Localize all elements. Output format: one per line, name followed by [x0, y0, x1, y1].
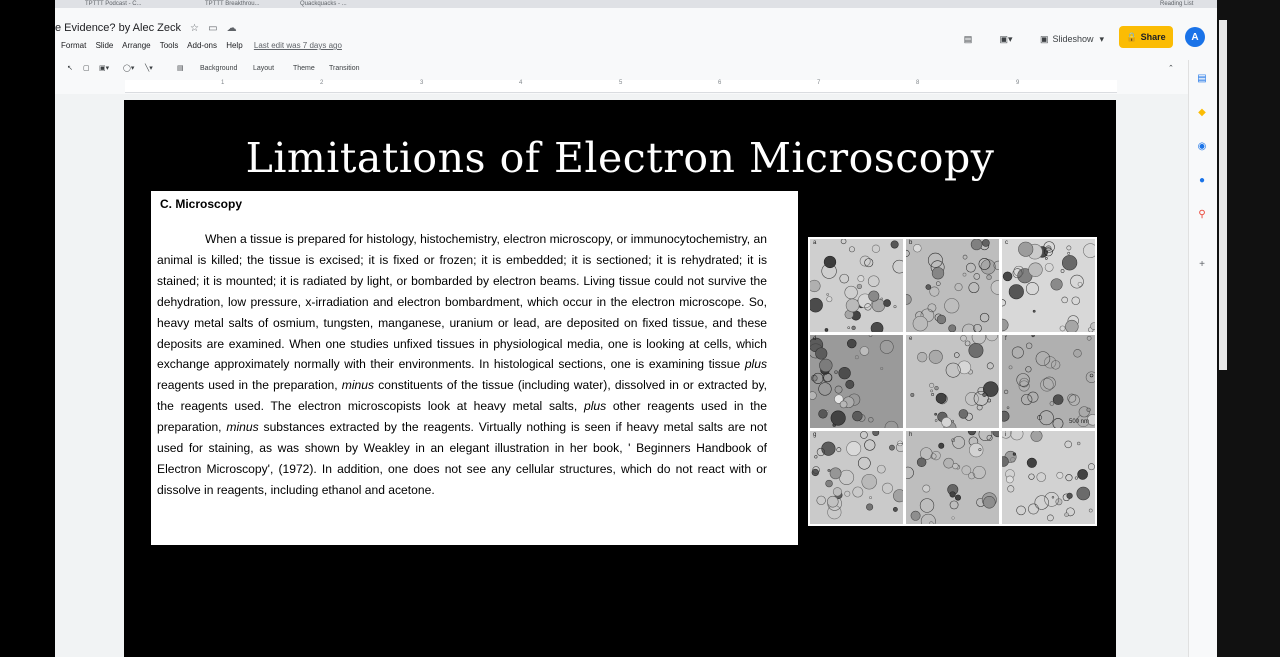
section-heading: C. Microscopy — [160, 197, 243, 211]
micrograph-image — [810, 335, 903, 428]
ruler-mark: 6 — [718, 80, 722, 86]
image-tool-icon[interactable]: ▣▾ — [99, 65, 110, 72]
ruler-mark: 1 — [221, 80, 225, 86]
line-tool-icon[interactable]: ╲▾ — [145, 65, 153, 72]
lock-icon: 🔒 — [1126, 31, 1138, 42]
browser-tab[interactable]: Quackquacks - ... — [300, 1, 347, 7]
keep-icon[interactable]: ◆ — [1198, 107, 1206, 118]
browser-tab[interactable]: TPTTT Breakthrou... — [205, 1, 260, 7]
avatar[interactable]: A — [1185, 27, 1205, 47]
browser-tab[interactable]: TPTTT Podcast - C... — [85, 1, 142, 7]
ruler-mark: 5 — [619, 80, 623, 86]
body-text — [157, 229, 767, 501]
micrograph-image — [1002, 239, 1095, 332]
maps-icon[interactable]: ⚲ — [1198, 209, 1206, 220]
micrograph-panel — [1002, 239, 1095, 332]
panel-label: i — [1005, 432, 1007, 438]
chevron-down-icon: ▾ — [1099, 33, 1105, 44]
body-paragraph: When a tissue is prepared for histology, histochemistry, electron microscopy, or immunocytochemistry, an animal is killed; the tissue is excised; it is fixed or frozen; it is embedded; it is sectioned; it is rehydrated; it is stained; it is mounted; it is radiated by light, or bombarded by electron beams. Living tissue could not survive the dehydration, low pressure, x-irradiation and electron bombardment, which occur in the electron microscope. So, heavy metal salts of osmium, tungsten, manganese, uranium or lead, are deposited on fixed tissue, and these deposits are examined. When one studies unfixed tissues in physiological media, one is looking at cells, which exchange approximately normally with their environments. In histological sections, one is examining tissue plus reagents used in the preparation, minus constituents of the tissue (including water), dissolved in or extracted by, the reagents used. The electron microscopists look at heavy metal salts, plus other reagents used in the preparation, minus substances extracted by the reagents. Virtually nothing is seen if heavy metal salts are not used for staining, as was shown by Weakley in an elegant illustration in her book, ' Beginners Handbook of Electron Microscopy', (1972). In addition, one does not see any cellular structures, which do not react with or dissolve in reagents, including ethanol and acetone. — [157, 232, 767, 497]
toolbar — [55, 62, 1217, 76]
last-edit-link[interactable]: Last edit was 7 days ago — [253, 41, 342, 50]
contacts-icon[interactable]: ● — [1198, 175, 1206, 186]
menu-arrange[interactable]: Arrange — [122, 41, 151, 50]
select-tool-icon[interactable]: ↖ — [67, 65, 73, 72]
micrograph-image — [906, 431, 999, 524]
scrollbar[interactable] — [1219, 20, 1227, 370]
transition-button[interactable]: Transition — [329, 65, 360, 72]
theme-button[interactable]: Theme — [293, 65, 315, 72]
menu-addons[interactable]: Add-ons — [187, 41, 217, 50]
micrograph-image — [810, 431, 903, 524]
micrograph-panel — [810, 239, 903, 332]
doc-title[interactable]: e Evidence? by Alec Zeck — [55, 22, 181, 34]
doc-title-row — [55, 22, 237, 34]
menu-slide[interactable]: Slide — [95, 41, 114, 50]
reading-list[interactable]: Reading List — [1160, 1, 1194, 7]
panel-label: b — [909, 240, 913, 246]
micrograph-panel — [1002, 335, 1095, 428]
micrograph-image — [1002, 335, 1095, 428]
micrograph-grid[interactable] — [808, 237, 1097, 526]
micrograph-panel — [1002, 431, 1095, 524]
browser-tab-strip — [55, 0, 1217, 8]
present-options-icon[interactable]: ▣▾ — [999, 33, 1013, 44]
micrograph-image — [1002, 431, 1095, 524]
layout-button[interactable]: Layout — [253, 65, 275, 72]
micrograph-image — [906, 239, 999, 332]
slideshow-button[interactable] — [1033, 28, 1111, 50]
menu-format[interactable]: Format — [61, 41, 87, 50]
menu-help[interactable]: Help — [226, 41, 243, 50]
slide-title[interactable]: Limitations of Electron Microscopy — [245, 134, 995, 182]
tasks-icon[interactable]: ◉ — [1197, 141, 1207, 152]
comment-icon[interactable]: ▤ — [963, 33, 973, 44]
panel-label: a — [813, 240, 817, 246]
textbox-tool-icon[interactable]: ▢ — [83, 65, 90, 72]
add-addon-icon[interactable]: + — [1199, 259, 1205, 270]
menu-tools[interactable]: Tools — [159, 41, 179, 50]
ruler-mark: 9 — [1016, 80, 1020, 86]
slideshow-icon: ▣ — [1039, 33, 1049, 44]
micrograph-image — [906, 335, 999, 428]
text-box[interactable] — [151, 191, 798, 545]
shape-tool-icon[interactable]: ◯▾ — [123, 65, 135, 72]
move-folder-icon[interactable]: ▭ — [208, 23, 218, 34]
micrograph-panel — [810, 431, 903, 524]
ruler-mark: 4 — [519, 80, 523, 86]
micrograph-panel — [906, 335, 999, 428]
panel-label: f — [1005, 336, 1007, 342]
share-label: Share — [1140, 32, 1166, 42]
scale-bar-label: 500 nm — [1068, 419, 1089, 425]
slides-panel-icon[interactable]: ▤ — [1197, 73, 1207, 84]
star-icon[interactable]: ☆ — [190, 23, 199, 34]
collapse-toolbar-icon[interactable]: ⌃ — [1168, 65, 1174, 72]
micrograph-panel — [906, 239, 999, 332]
panel-label: d — [813, 336, 817, 342]
share-button[interactable] — [1119, 26, 1173, 48]
background-button[interactable]: Background — [200, 65, 238, 72]
ruler-mark: 7 — [817, 80, 821, 86]
panel-label: c — [1005, 240, 1008, 246]
slide[interactable] — [124, 100, 1116, 657]
right-screen-edge — [1217, 0, 1280, 657]
panel-label: g — [813, 432, 817, 438]
side-panel — [1188, 60, 1217, 657]
micrograph-panel — [906, 431, 999, 524]
ruler-mark: 8 — [916, 80, 920, 86]
panel-label: e — [909, 336, 913, 342]
slideshow-label: Slideshow — [1052, 34, 1094, 44]
ruler-mark: 3 — [420, 80, 424, 86]
ruler-mark: 2 — [320, 80, 324, 86]
horizontal-ruler — [125, 80, 1117, 93]
micrograph-panel — [810, 335, 903, 428]
menu-bar — [61, 41, 349, 50]
cloud-status-icon: ☁ — [226, 23, 237, 34]
micrograph-image — [810, 239, 903, 332]
panel-label: h — [909, 432, 913, 438]
comment-add-icon[interactable]: ▤ — [177, 65, 184, 72]
